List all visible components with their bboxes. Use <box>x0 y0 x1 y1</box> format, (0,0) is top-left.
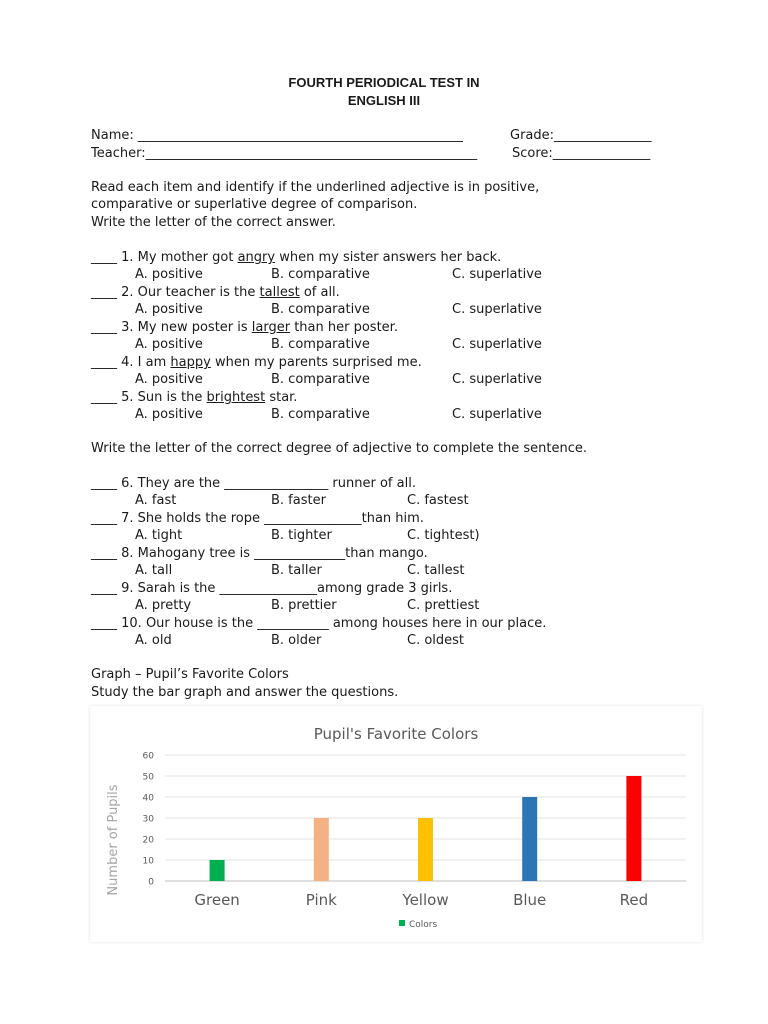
choice-c: C. superlative <box>452 407 542 422</box>
choice-a: A. tight <box>135 528 183 543</box>
graph-instruction: Study the bar graph and answer the questions. <box>91 685 399 700</box>
legend-swatch <box>399 920 405 926</box>
x-tick-label: Yellow <box>402 891 449 909</box>
bar-blue <box>522 797 537 881</box>
y-axis-ticks <box>143 752 155 888</box>
choice-a: A. fast <box>135 493 177 508</box>
bar-green <box>210 860 225 881</box>
answer-blank[interactable]: ____ <box>91 390 117 405</box>
choice-b: B. prettier <box>271 598 337 613</box>
choice-a: A. tall <box>135 563 173 578</box>
question-text: 1. My mother got <box>117 250 238 265</box>
bar-chart <box>90 706 702 942</box>
question-text: when my parents surprised me. <box>210 355 422 370</box>
y-tick-label: 50 <box>142 772 154 783</box>
underlined-adjective: angry <box>237 250 276 265</box>
instructions-line-3: Write the letter of the correct answer. <box>91 215 336 230</box>
page-title-line2: ENGLISH III <box>347 93 421 108</box>
question-text: star. <box>265 390 298 405</box>
choice-a: A. positive <box>135 337 203 352</box>
y-tick-label: 0 <box>148 877 154 888</box>
bar-pink <box>314 818 329 881</box>
question-text: 5. Sun is the <box>117 390 207 405</box>
name-blank[interactable]: __________________________________________________ <box>137 128 463 143</box>
question-1 <box>91 249 501 266</box>
choice-b: B. taller <box>271 563 322 578</box>
question-text: when my sister answers her back. <box>275 250 502 265</box>
choice-c: C. superlative <box>452 302 542 317</box>
choice-a: A. positive <box>135 407 203 422</box>
choice-c: C. superlative <box>452 337 542 352</box>
choice-b: B. comparative <box>271 407 370 422</box>
choice-c: C. oldest <box>407 633 465 648</box>
chart-bars <box>210 776 642 881</box>
instructions-part2: Write the letter of the correct degree of adjective to complete the sentence. <box>91 441 587 456</box>
choice-a: A. old <box>135 633 172 648</box>
choice-c: C. tallest <box>407 563 465 578</box>
instructions-line-1: Read each item and identify if the underlined adjective is in positive, <box>91 180 540 195</box>
teacher-label: Teacher: <box>91 146 146 161</box>
question-8: ____ 8. Mahogany tree is ______________than mango. <box>91 546 428 561</box>
x-tick-label: Red <box>619 891 649 909</box>
y-tick-label: 10 <box>142 856 154 867</box>
question-7: ____ 7. She holds the rope _______________than him. <box>91 511 424 526</box>
score-field <box>512 145 650 162</box>
x-tick-label: Green <box>194 891 240 909</box>
grade-blank[interactable]: _______________ <box>554 128 652 143</box>
question-text: 3. My new poster is <box>117 320 252 335</box>
choice-a: A. positive <box>135 372 203 387</box>
score-blank[interactable]: _______________ <box>552 146 651 161</box>
bar-chart-svg <box>90 706 702 942</box>
y-axis-label: Number of Pupils <box>106 784 121 896</box>
chart-legend <box>399 920 437 930</box>
name-field <box>91 127 463 144</box>
grade-label: Grade: <box>510 128 555 143</box>
choice-a: A. positive <box>135 302 203 317</box>
choice-c: C. prettiest <box>407 598 480 613</box>
graph-heading: Graph – Pupil’s Favorite Colors <box>91 667 289 682</box>
question-6: ____ 6. They are the ________________ runner of all. <box>91 476 416 491</box>
choice-c: C. superlative <box>452 372 542 387</box>
score-label: Score: <box>512 146 553 161</box>
x-axis-ticks <box>194 891 648 909</box>
answer-blank[interactable]: ____ <box>91 285 117 300</box>
choice-b: B. older <box>271 633 322 648</box>
y-tick-label: 60 <box>142 751 154 762</box>
choice-b: B. comparative <box>271 372 370 387</box>
y-tick-label: 30 <box>142 814 154 825</box>
question-5 <box>91 389 297 406</box>
choice-c: C. fastest <box>407 493 469 508</box>
question-text: than her poster. <box>290 320 398 335</box>
x-tick-label: Pink <box>305 891 337 909</box>
choice-b: B. comparative <box>271 302 370 317</box>
teacher-blank[interactable]: ___________________________________________________ <box>145 146 478 161</box>
question-2 <box>91 284 340 301</box>
question-9: ____ 9. Sarah is the _______________among grade 3 girls. <box>91 581 453 596</box>
choice-b: B. tighter <box>271 528 332 543</box>
page-title-line1: FOURTH PERIODICAL TEST IN <box>288 75 480 90</box>
question-3 <box>91 319 398 336</box>
answer-blank[interactable]: ____ <box>91 250 117 265</box>
choice-c: C. superlative <box>452 267 542 282</box>
question-10: ____ 10. Our house is the ___________ among houses here in our place. <box>91 616 547 631</box>
choice-b: B. comparative <box>271 267 370 282</box>
question-4 <box>91 354 422 371</box>
chart-title: Pupil's Favorite Colors <box>313 725 479 743</box>
question-text: 4. I am <box>117 355 171 370</box>
bar-red <box>626 776 641 881</box>
y-tick-label: 40 <box>142 793 154 804</box>
question-text: of all. <box>299 285 340 300</box>
answer-blank[interactable]: ____ <box>91 320 117 335</box>
underlined-adjective: brightest <box>206 390 266 405</box>
underlined-adjective: tallest <box>259 285 300 300</box>
choice-a: A. positive <box>135 267 203 282</box>
underlined-adjective: happy <box>170 355 211 370</box>
legend-label: Colors <box>409 920 438 930</box>
bar-yellow <box>418 818 433 881</box>
underlined-adjective: larger <box>251 320 291 335</box>
choice-a: A. pretty <box>135 598 192 613</box>
instructions-line-2: comparative or superlative degree of comparison. <box>91 197 418 212</box>
answer-blank[interactable]: ____ <box>91 355 117 370</box>
question-text: 2. Our teacher is the <box>117 285 260 300</box>
x-tick-label: Blue <box>513 891 547 909</box>
name-label: Name: <box>91 128 134 143</box>
choice-b: B. comparative <box>271 337 370 352</box>
choice-c: C. tightest) <box>407 528 480 543</box>
y-tick-label: 20 <box>142 835 154 846</box>
grade-field <box>510 127 652 144</box>
choice-b: B. faster <box>271 493 326 508</box>
teacher-field <box>91 145 477 162</box>
